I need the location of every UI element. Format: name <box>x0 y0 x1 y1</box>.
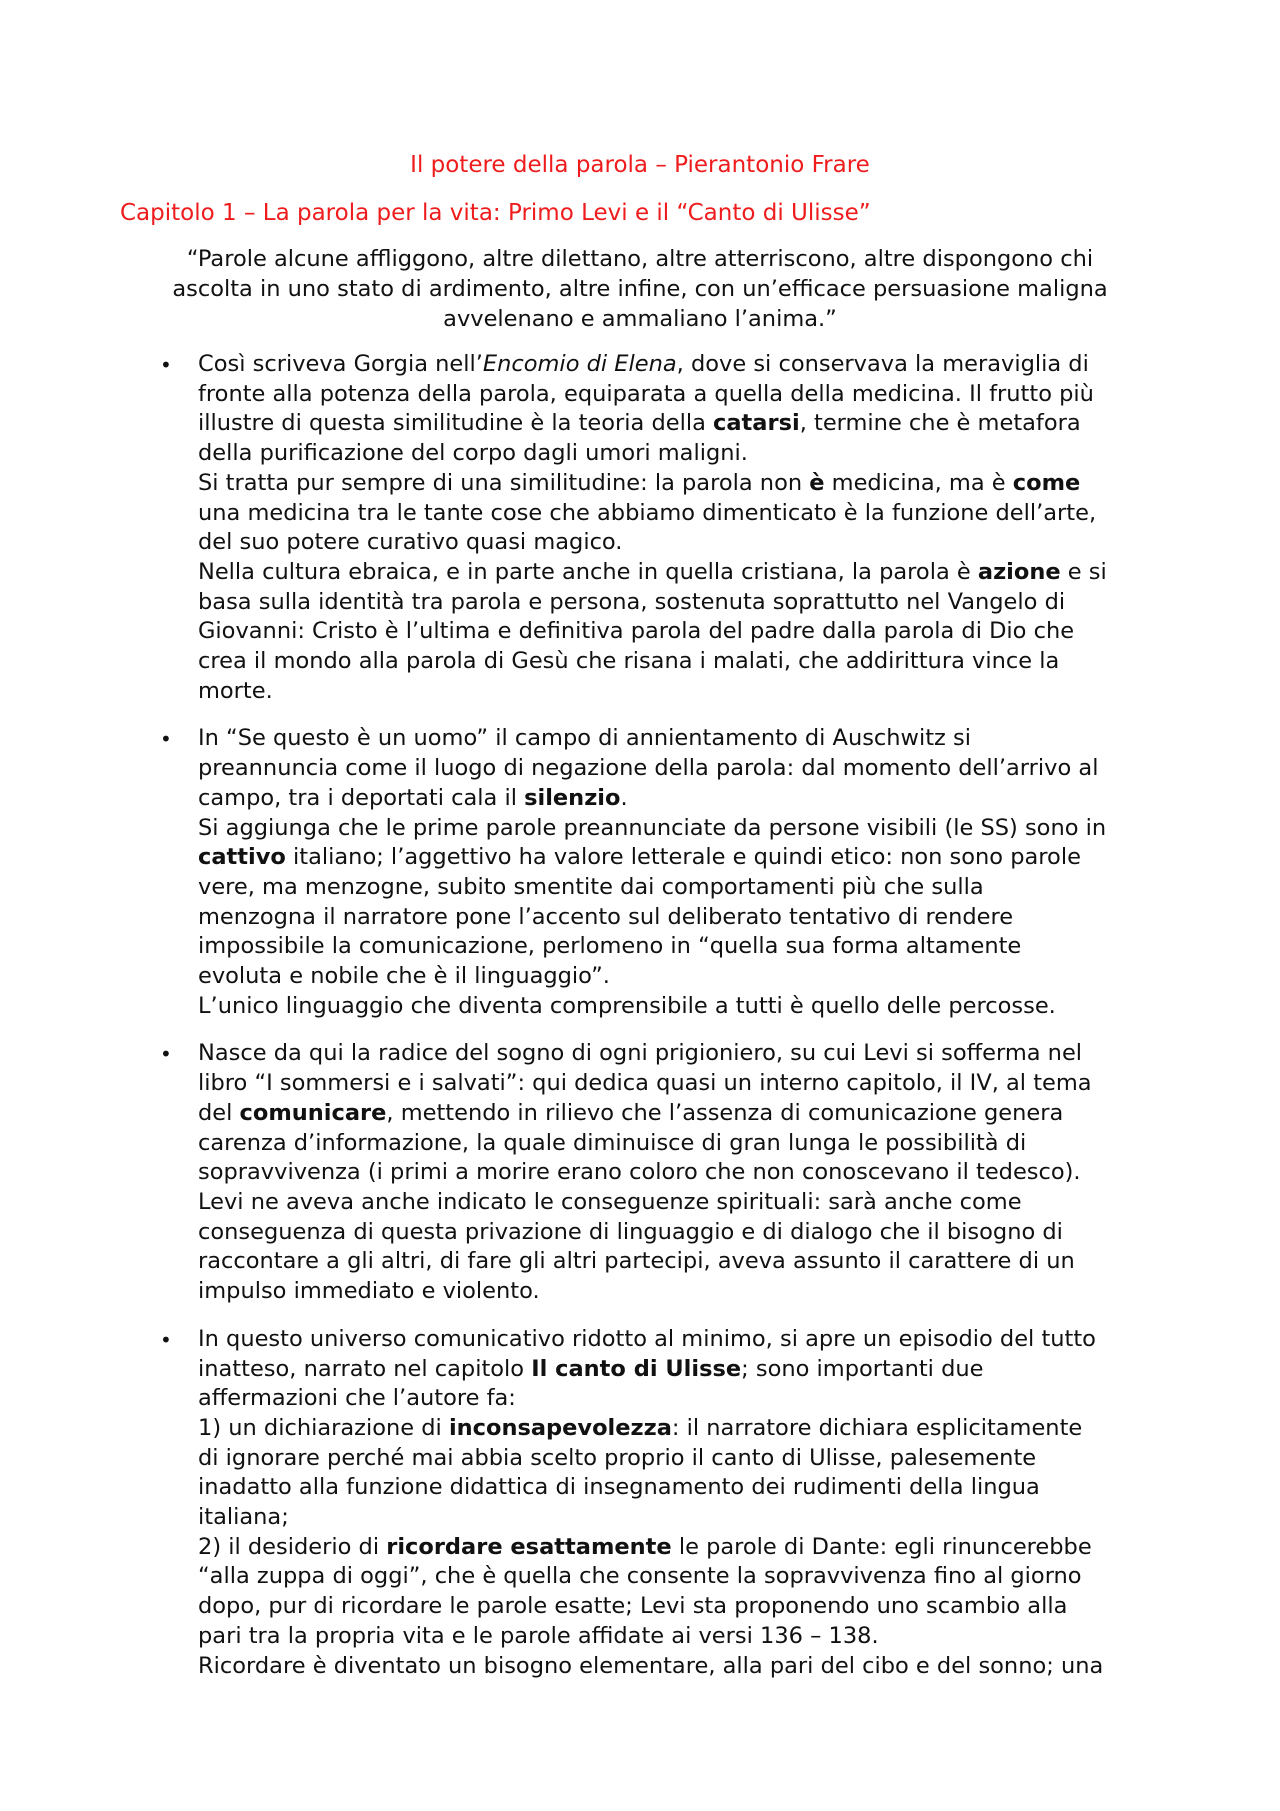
text-run: fronte alla potenza della parola, equiparata a quella della medicina. Il frutto più <box>198 380 1094 407</box>
text-run: Ricordare è diventato un bisogno elementare, alla pari del cibo e del sonno; una <box>198 1652 1104 1679</box>
bullet-marker-icon: • <box>160 727 172 752</box>
text-run: carenza d’informazione, la quale diminuisce di gran lunga le possibilità di <box>198 1129 1027 1156</box>
text-run: “alla zuppa di oggi”, che è quella che consente la sopravvivenza fino al giorno <box>198 1563 1082 1590</box>
text-run: Nasce da qui la radice del sogno di ogni prigioniero, su cui Levi si sofferma nel <box>198 1040 1083 1067</box>
text-line <box>198 1039 1164 1069</box>
text-run: , dove si conservava la meraviglia di <box>676 351 1089 377</box>
bold-term: è <box>809 469 825 496</box>
text-run: pari tra la propria vita e le parole affidate ai versi 136 – 138. <box>198 1622 879 1649</box>
bullet-paragraph <box>198 1325 1164 1681</box>
text-run: basa sulla identità tra parola e persona, sostenuta soprattutto nel Vangelo di <box>198 588 1066 615</box>
text-line <box>198 1218 1164 1248</box>
text-line <box>198 588 1164 618</box>
text-line <box>198 528 1164 558</box>
text-run: preannuncia come il luogo di negazione della parola: dal momento dell’arrivo al <box>198 755 1099 782</box>
text-line <box>198 932 1164 962</box>
text-run: , termine che è metafora <box>799 410 1081 437</box>
text-line <box>198 1069 1164 1099</box>
text-line <box>198 814 1164 844</box>
text-run: illustre di questa similitudine è la teoria della <box>198 410 714 437</box>
text-line <box>198 380 1164 410</box>
text-run: impossibile la comunicazione, perlomeno in “quella sua forma altamente <box>198 933 1022 960</box>
text-run: Nella cultura ebraica, e in parte anche in quella cristiana, la parola è <box>198 558 978 585</box>
text-line <box>198 784 1164 814</box>
bullet-paragraph <box>198 350 1164 706</box>
text-line <box>198 1325 1164 1355</box>
bullet-item <box>0 1325 1280 1681</box>
text-line <box>198 1277 1164 1307</box>
text-run: In questo universo comunicativo ridotto al minimo, si apre un episodio del tutto <box>198 1325 1096 1352</box>
text-run: impulso immediato e violento. <box>198 1278 540 1305</box>
text-line <box>198 1473 1164 1503</box>
bullet-marker-icon: • <box>160 1042 172 1067</box>
chapter-title: Capitolo 1 – La parola per la vita: Primo Levi e il “Canto di Ulisse” <box>120 200 871 226</box>
text-run: Levi ne aveva anche indicato le conseguenze spirituali: sarà anche come <box>198 1188 1022 1215</box>
text-line <box>198 647 1164 677</box>
text-line <box>198 1622 1164 1652</box>
text-line <box>198 754 1164 784</box>
bold-term: silenzio <box>524 784 621 811</box>
text-run: del <box>198 1099 240 1126</box>
text-line <box>198 1562 1164 1592</box>
text-run: Così scriveva Gorgia nell’ <box>198 351 483 377</box>
text-run: : il narratore dichiara esplicitamente <box>671 1414 1083 1441</box>
bullet-marker-icon: • <box>160 353 172 377</box>
text-line <box>198 350 1164 380</box>
text-line <box>198 873 1164 903</box>
bullet-list <box>0 350 1280 1699</box>
opening-quote <box>130 244 1150 334</box>
bold-term: come <box>1012 469 1081 496</box>
text-line <box>198 1099 1164 1129</box>
text-run: ; sono importanti due <box>741 1355 984 1382</box>
bold-term: comunicare <box>239 1099 387 1126</box>
text-run: conseguenza di questa privazione di linguaggio e di dialogo che il bisogno di <box>198 1218 1063 1245</box>
text-run: libro “I sommersi e i salvati”: qui dedica quasi un interno capitolo, il IV, al tema <box>198 1070 1092 1097</box>
text-line <box>198 1384 1164 1414</box>
bold-term: ricordare esattamente <box>386 1533 672 1560</box>
text-run: e si <box>1060 558 1107 585</box>
text-run: , mettendo in rilievo che l’assenza di comunicazione genera <box>386 1099 1064 1126</box>
text-line <box>198 1503 1164 1533</box>
text-line <box>198 499 1164 529</box>
bold-term: catarsi <box>713 410 800 437</box>
text-run: affermazioni che l’autore fa: <box>198 1385 516 1412</box>
bullet-item <box>0 350 1280 706</box>
bold-term: Il canto di Ulisse <box>531 1355 742 1382</box>
text-line <box>198 843 1164 873</box>
text-run: le parole di Dante: egli rinuncerebbe <box>671 1533 1092 1560</box>
text-run: . <box>620 784 628 811</box>
text-run: 1) un dichiarazione di <box>198 1414 449 1441</box>
text-line <box>198 1188 1164 1218</box>
text-run: Giovanni: Cristo è l’ultima e definitiva parola del padre dalla parola di Dio che <box>198 618 1075 645</box>
text-run: inadatto alla funzione didattica di insegnamento dei rudimenti della lingua <box>198 1474 1040 1501</box>
quote-line: ascolta in uno stato di ardimento, altre infine, con un’efficace persuasione maligna <box>172 276 1108 302</box>
text-run: In “Se questo è un uomo” il campo di annientamento di Auschwitz si <box>198 725 971 752</box>
text-line <box>198 1355 1164 1385</box>
text-run: italiana; <box>198 1504 289 1531</box>
document-title: Il potere della parola – Pierantonio Frare <box>410 152 870 178</box>
text-line <box>198 1592 1164 1622</box>
italic-title: Encomio di Elena <box>482 351 677 377</box>
text-run: raccontare a gli altri, di fare gli altri partecipi, aveva assunto il carattere di un <box>198 1248 1075 1275</box>
bullet-paragraph <box>198 1039 1164 1306</box>
bold-term: azione <box>977 558 1061 585</box>
text-line <box>198 724 1164 754</box>
text-run: evoluta e nobile che è il linguaggio”. <box>198 963 610 990</box>
bullet-paragraph <box>198 724 1164 1021</box>
bold-term: inconsapevolezza <box>448 1414 672 1441</box>
text-run: vere, ma menzogne, subito smentite dai comportamenti più che sulla <box>198 873 984 900</box>
text-run: dopo, pur di ricordare le parole esatte; Levi sta proponendo uno scambio alla <box>198 1593 1068 1620</box>
bullet-marker-icon: • <box>160 1327 172 1352</box>
text-run: morte. <box>198 677 273 704</box>
text-line <box>198 617 1164 647</box>
text-run: italiano; l’aggettivo ha valore letterale e quindi etico: non sono parole <box>285 844 1081 871</box>
bullet-item <box>0 1039 1280 1306</box>
text-line <box>198 677 1164 707</box>
text-run: del suo potere curativo quasi magico. <box>198 529 623 556</box>
text-line <box>198 1158 1164 1188</box>
text-run: campo, tra i deportati cala il <box>198 784 525 811</box>
text-line <box>198 469 1164 499</box>
text-run: menzogna il narratore pone l’accento sul deliberato tentativo di rendere <box>198 903 1014 930</box>
text-run: L’unico linguaggio che diventa comprensibile a tutti è quello delle percosse. <box>198 992 1056 1019</box>
text-line <box>198 903 1164 933</box>
text-line <box>198 1652 1164 1682</box>
text-line <box>198 962 1164 992</box>
text-line <box>198 409 1164 439</box>
text-run: Si tratta pur sempre di una similitudine: la parola non <box>198 469 810 496</box>
text-line <box>198 1444 1164 1474</box>
text-line <box>198 439 1164 469</box>
text-run: 2) il desiderio di <box>198 1533 387 1560</box>
text-run: di ignorare perché mai abbia scelto proprio il canto di Ulisse, palesemente <box>198 1444 1037 1471</box>
text-run: Si aggiunga che le prime parole preannunciate da persone visibili (le SS) sono in <box>198 814 1107 841</box>
text-run: medicina, ma è <box>824 469 1013 496</box>
text-line <box>198 992 1164 1022</box>
quote-line: “Parole alcune affliggono, altre dilettano, altre atterriscono, altre dispongono chi <box>186 246 1094 272</box>
text-run: una medicina tra le tante cose che abbiamo dimenticato è la funzione dell’arte, <box>198 499 1097 526</box>
text-line <box>198 558 1164 588</box>
text-run: crea il mondo alla parola di Gesù che risana i malati, che addirittura vince la <box>198 648 1060 675</box>
text-run: della purificazione del corpo dagli umori maligni. <box>198 440 748 467</box>
bold-term: cattivo <box>198 844 286 871</box>
bullet-item <box>0 724 1280 1021</box>
text-line <box>198 1129 1164 1159</box>
text-run: inatteso, narrato nel capitolo <box>198 1355 532 1382</box>
text-line <box>198 1414 1164 1444</box>
quote-line: avvelenano e ammaliano l’anima.” <box>443 306 837 332</box>
text-line <box>198 1247 1164 1277</box>
text-line <box>198 1533 1164 1563</box>
text-run: sopravvivenza (i primi a morire erano coloro che non conoscevano il tedesco). <box>198 1159 1081 1186</box>
